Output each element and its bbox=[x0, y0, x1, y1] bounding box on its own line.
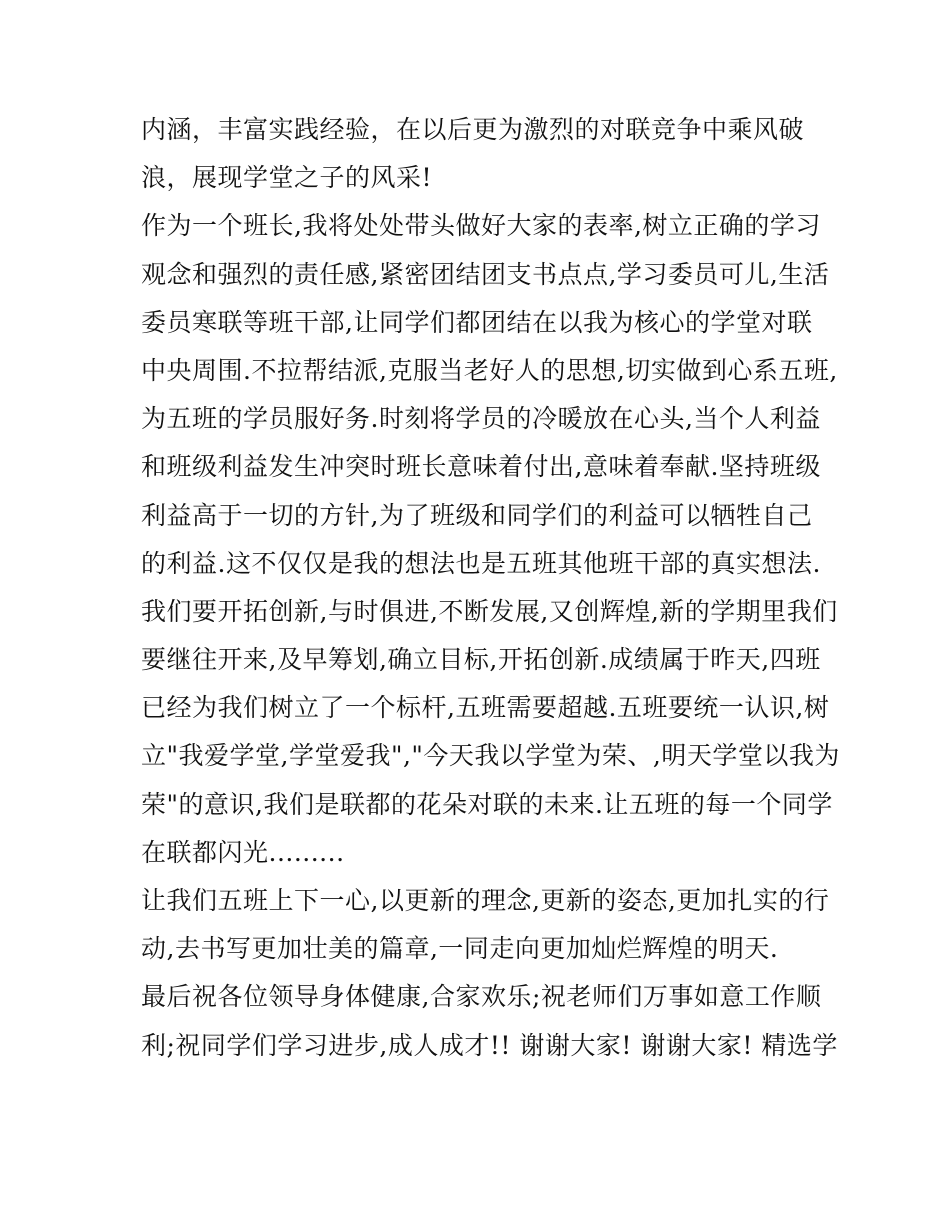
text-line: 立"我爱学堂,学堂爱我","今天我以学堂为荣、,明天学堂以我为 bbox=[141, 741, 840, 771]
text-line: 作为一个班长,我将处处带头做好大家的表率,树立正确的学习 bbox=[141, 211, 821, 241]
text-line: 观念和强烈的责任感,紧密团结团支书点点,学习委员可儿,生活 bbox=[141, 259, 830, 289]
text-line: 浪，展现学堂之子的风采! bbox=[141, 163, 433, 193]
document-body bbox=[141, 106, 840, 1070]
text-line: 为五班的学员服好务.时刻将学员的冷暖放在心头,当个人利益 bbox=[141, 404, 821, 434]
text-line: 利益高于一切的方针,为了班级和同学们的利益可以牺牲自己 bbox=[141, 500, 813, 530]
text-line: 的利益.这不仅仅是我的想法也是五班其他班干部的真实想法. bbox=[141, 548, 821, 578]
text-line: 和班级利益发生冲突时班长意味着付出,意味着奉献.坚持班级 bbox=[141, 452, 821, 482]
text-line: 中央周围.不拉帮结派,克服当老好人的思想,切实做到心系五班, bbox=[141, 355, 838, 385]
text-line: 动,去书写更加壮美的篇章,一同走向更加灿烂辉煌的明天. bbox=[141, 934, 779, 964]
text-line: 要继往开来,及早筹划,确立目标,开拓创新.成绩属于昨天,四班 bbox=[141, 645, 821, 675]
text-line: 我们要开拓创新,与时俱进,不断发展,又创辉煌,新的学期里我们 bbox=[141, 596, 838, 626]
text-line: 让我们五班上下一心,以更新的理念,更新的姿态,更加扎实的行 bbox=[141, 886, 830, 915]
text-line: 最后祝各位领导身体健康,合家欢乐;祝老师们万事如意工作顺 bbox=[141, 982, 822, 1012]
text-line: 已经为我们树立了一个标杆,五班需要超越.五班要统一认识,树 bbox=[141, 693, 830, 723]
text-line: 荣"的意识,我们是联都的花朵对联的未来.让五班的每一个同学 bbox=[141, 789, 833, 819]
text-line: 内涵，丰富实践经验，在以后更为激烈的对联竞争中乘风破 bbox=[141, 115, 805, 144]
text-line: 利;祝同学们学习进步,成人成才!! 谢谢大家! 谢谢大家! 精选学 bbox=[141, 1030, 838, 1060]
text-line: 委员寒联等班干部,让同学们都团结在以我为核心的学堂对联 bbox=[141, 307, 813, 337]
text-line: 在联都闪光......... bbox=[141, 837, 345, 867]
